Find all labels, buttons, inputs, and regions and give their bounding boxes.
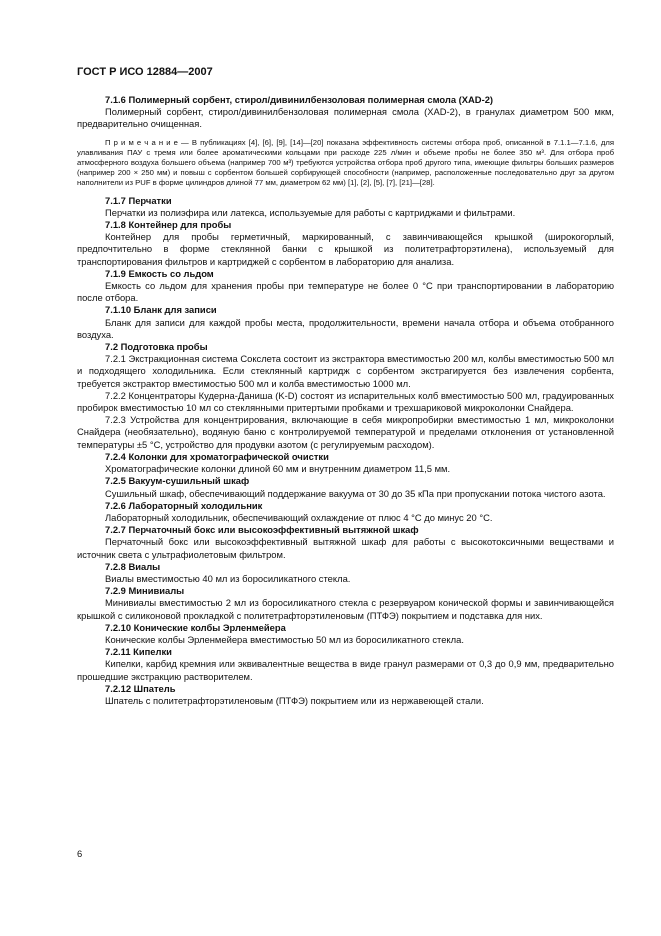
section-heading-7-2-8: 7.2.8 Виалы [105, 560, 161, 572]
section-text-7-1-7: Перчатки из полиэфира или латекса, используемые для работы с картриджами и фильтрами. [105, 206, 516, 218]
section-heading-7-2-4: 7.2.4 Колонки для хроматографической очистки [105, 450, 329, 462]
document-body [77, 94, 614, 707]
section-text-7-2-11: Кипелки, карбид кремния или эквивалентные вещества в виде гранул размерами от 0,3 до 0,9 мм, предварительно прошедшие экстракцию растворителем. [77, 658, 614, 682]
section-text-7-2-12: Шпатель с политетрафторэтиленовым (ПТФЭ) покрытием или из нержавеющей стали. [105, 694, 484, 706]
section-heading-7-2: 7.2 Подготовка пробы [105, 341, 208, 353]
section-heading-7-1-9: 7.1.9 Емкость со льдом [105, 267, 214, 279]
section-heading-7-1-7: 7.1.7 Перчатки [105, 194, 172, 206]
section-heading-7-2-12: 7.2.12 Шпатель [105, 682, 176, 694]
standard-header: ГОСТ Р ИСО 12884—2007 [77, 66, 213, 78]
section-text-7-2-9: Минивиалы вместимостью 2 мл из боросиликатного стекла с резервуаром конической формы и завинчивающейся крышкой с силиконовой прокладкой с политетрафторэтиленовым (ПТФЭ) покрытием и подставка для них. [77, 597, 614, 621]
section-text-7-2-8: Виалы вместимостью 40 мл из боросиликатного стекла. [105, 572, 351, 584]
paragraph-7-2-3: 7.2.3 Устройства для концентрирования, включающие в себя микропробирки вместимостью 1 мл, микроколонки Снайдера (необязательно), водяную баню с контролируемой температурой и пределами отклонения от установленной температуры ±5 °С, устройство для продувки азотом (с регулируемым расходом). [77, 414, 614, 450]
section-text-7-2-6: Лабораторный холодильник, обеспечивающий охлаждение от плюс 4 °С до минус 20 °С. [105, 511, 493, 523]
section-heading-7-1-6: 7.1.6 Полимерный сорбент, стирол/дивинилбензоловая полимерная смола (XAD-2) [105, 94, 494, 105]
section-heading-7-1-10: 7.1.10 Бланк для записи [105, 304, 217, 316]
section-text-7-2-4: Хроматографические колонки длиной 60 мм и внутренним диаметром 11,5 мм. [105, 463, 451, 475]
note-paragraph: П р и м е ч а н и е — В публикациях [4], [6], [9], [14]—[20] показана эффективность системы отбора проб, описанной в 7.1.1—7.1.6, для улавливания ПАУ с тремя или более ароматическими кольцами при расходе 225 л/мин и объеме пробы не более 350 м³. Для отбора проб атмосферного воздуха большего объема (например 700 м³) требуются устройства отбора проб другого типа, имеющие фильтры больших размеров (например 200 × 250 мм) и повыш с сорбентом большей сорбирующей способности (например, расположенные последовательно друг за другом наполнители из PUF в форме цилиндров длиной 77 мм, диаметром 62 мм) [1], [2], [5], [7], [21]—[28]. [77, 137, 614, 188]
paragraph-7-2-1: 7.2.1 Экстракционная система Сокслета состоит из экстрактора вместимостью 200 мл, колбы вместимостью 500 мл и подходящего холодильника. Если стеклянный картридж с сорбентом экстрагируется без извлечения сорбента, требуется экстрактор вместимостью 500 мл и колба вместимостью 1000 мл. [77, 353, 614, 389]
section-text-7-1-10: Бланк для записи для каждой пробы места, продолжительности, времени начала отбора и объема отобранного воздуха. [77, 316, 614, 340]
section-heading-7-2-10: 7.2.10 Конические колбы Эрленмейера [105, 621, 286, 633]
section-heading-7-2-9: 7.2.9 Минивиалы [105, 585, 185, 597]
section-heading-7-2-6: 7.2.6 Лабораторный холодильник [105, 499, 263, 511]
section-text-7-1-8: Контейнер для пробы герметичный, маркированный, с завинчивающейся крышкой (широкогорлый, предпочтительно в форме стеклянной банки с крышкой из политетрафторэтилена), используемый для транспортирования фильтров и картриджей с сорбентом в лабораторию для анализа. [77, 231, 614, 267]
section-text-7-2-7: Перчаточный бокс или высокоэффективный вытяжной шкаф для работы с высокотоксичными веществами и источник света с ультрафиолетовым фильтром. [77, 536, 614, 560]
section-heading-7-2-7: 7.2.7 Перчаточный бокс или высокоэффективный вытяжной шкаф [105, 524, 419, 536]
section-text-7-2-5: Сушильный шкаф, обеспечивающий поддержание вакуума от 30 до 35 кПа при пропускании потока чистого азота. [105, 487, 606, 499]
page-number: 6 [77, 848, 83, 859]
section-heading-7-1-8: 7.1.8 Контейнер для пробы [105, 219, 232, 231]
section-text-7-1-9: Емкость со льдом для хранения пробы при температуре не более 0 °С при транспортировании в лабораторию после отбора. [77, 280, 614, 304]
section-heading-7-2-5: 7.2.5 Вакуум-сушильный шкаф [105, 475, 250, 487]
paragraph-7-2-2: 7.2.2 Концентраторы Кудерна-Даниша (K-D) состоят из испарительных колб вместимостью 500 мл, градуированных пробирок вместимостью 10 мл со стеклянными притертыми пробками и трехшариковой микроколонки Снайдера. [77, 389, 614, 414]
section-text-7-1-6: Полимерный сорбент, стирол/дивинилбензоловая полимерная смола (XAD-2), в гранулах диаметром 500 мкм, предварительно очищенная. [77, 106, 614, 130]
section-heading-7-2-11: 7.2.11 Кипелки [105, 646, 172, 658]
section-text-7-2-10: Конические колбы Эрленмейера вместимостью 50 мл из боросиликатного стекла. [105, 633, 464, 645]
